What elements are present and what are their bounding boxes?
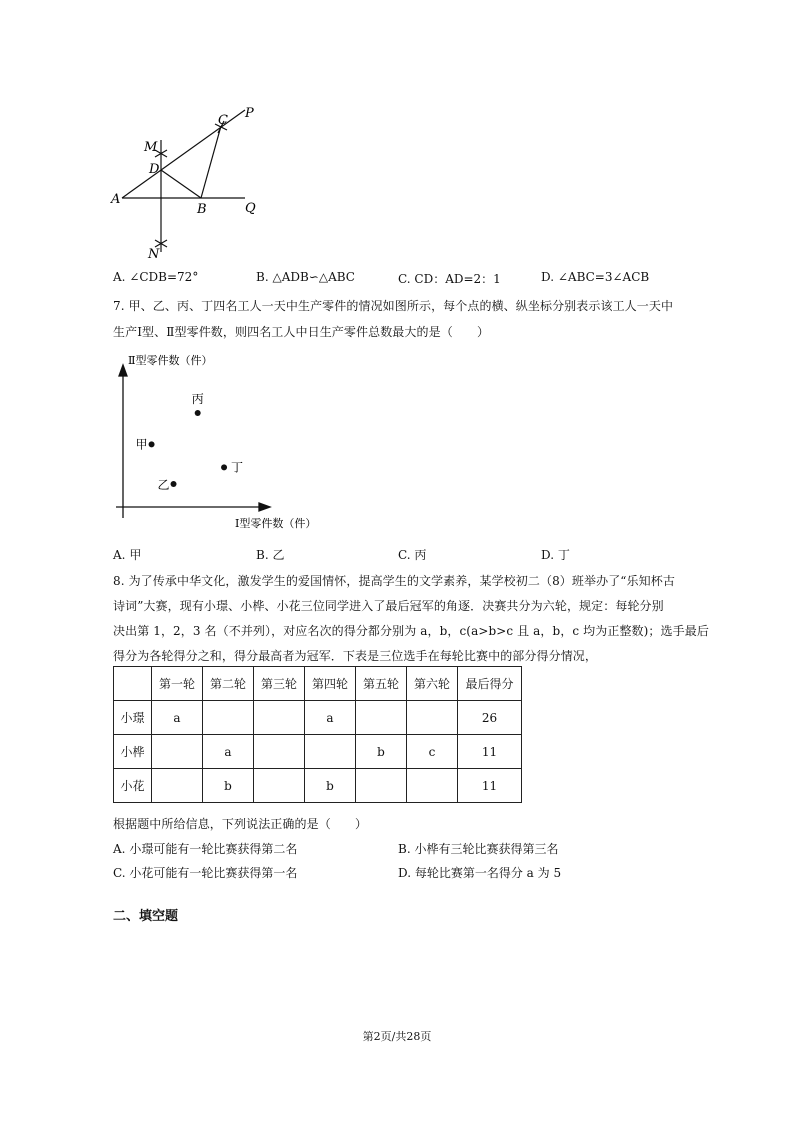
option-text: 每轮比赛第一名得分 a 为 5	[414, 866, 562, 880]
q6-option-b[interactable]	[256, 270, 355, 284]
option-letter: A.	[113, 842, 126, 856]
table-cell: 26	[458, 701, 522, 735]
q6-option-d[interactable]	[541, 270, 649, 284]
q7-option-c[interactable]	[398, 546, 426, 563]
table-header-cell: 第二轮	[203, 667, 254, 701]
table-row	[114, 701, 522, 735]
q6-option-c[interactable]	[398, 270, 501, 287]
table-cell: a	[305, 701, 356, 735]
q7-option-d[interactable]	[541, 546, 570, 563]
option-letter: C.	[398, 272, 411, 286]
option-text: 甲	[129, 548, 142, 562]
table-cell: c	[407, 735, 458, 769]
q8-stem-line-4: 得分为各轮得分之和，得分最高者为冠军．下表是三位选手在每轮比赛中的部分得分情况，	[113, 649, 598, 663]
q8-option-b[interactable]	[398, 840, 558, 857]
geometry-figure	[105, 100, 275, 265]
table-cell	[152, 769, 203, 803]
option-text: 小桦有三轮比赛获得第三名	[414, 842, 559, 856]
q8-option-d[interactable]	[398, 864, 561, 881]
option-text: 乙	[272, 548, 285, 562]
option-letter: D.	[541, 548, 555, 562]
table-header-row	[114, 667, 522, 701]
q8-stem-line-1: 8. 为了传承中华文化，激发学生的爱国情怀，提高学生的文学素养，某学校初二（8）班举办了“乐知杯古	[113, 574, 675, 588]
q7-stem-line-2: 生产Ⅰ型、Ⅱ型零件数，则四名工人中日生产零件总数最大的是（ ）	[113, 325, 490, 339]
table-cell: b	[203, 769, 254, 803]
option-text: 小花可能有一轮比赛获得第一名	[129, 866, 298, 880]
table-cell: b	[356, 735, 407, 769]
scatter-point	[171, 481, 177, 487]
y-axis-arrow	[119, 365, 127, 376]
option-letter: A.	[113, 548, 126, 562]
x-axis-arrow	[259, 503, 270, 511]
option-text: ∠ABC=3∠ACB	[557, 270, 650, 284]
table-cell	[152, 735, 203, 769]
q8-stem-line-3: 决出第 1，2，3 名（不并列），对应名次的得分都分别为 a，b，c(a>b>c 且 a，b，c 均为正整数)；选手最后	[113, 624, 709, 638]
table-cell: 小桦	[114, 735, 152, 769]
scatter-point	[149, 441, 155, 447]
table-header-cell	[114, 667, 152, 701]
scatter-chart	[110, 350, 350, 540]
option-letter: D.	[398, 866, 412, 880]
table-cell	[356, 701, 407, 735]
page-footer: 第2页/共28页	[362, 1030, 432, 1043]
option-text: ∠CDB=72°	[129, 270, 199, 284]
option-letter: B.	[256, 270, 269, 284]
table-cell: 11	[458, 769, 522, 803]
table-cell	[305, 735, 356, 769]
y-axis-label: Ⅱ型零件数（件）	[128, 354, 213, 367]
table-row	[114, 769, 522, 803]
option-letter: D.	[541, 270, 555, 284]
q6-option-a[interactable]	[113, 270, 198, 284]
label-a: A	[111, 192, 121, 207]
label-c: C	[218, 113, 228, 128]
option-text: △ADB∽△ABC	[272, 270, 355, 284]
table-cell: a	[203, 735, 254, 769]
table-cell	[254, 769, 305, 803]
segment-db	[161, 170, 201, 198]
label-n: N	[148, 247, 160, 262]
option-text: 小璟可能有一轮比赛获得第二名	[129, 842, 298, 856]
table-header-cell: 第五轮	[356, 667, 407, 701]
option-text: 丁	[557, 548, 570, 562]
table-cell: a	[152, 701, 203, 735]
section-title: 二、填空题	[113, 909, 179, 924]
q8-option-c[interactable]	[113, 864, 297, 881]
option-letter: C.	[113, 866, 126, 880]
option-letter: B.	[398, 842, 411, 856]
table-header-cell: 最后得分	[458, 667, 522, 701]
q7-option-a[interactable]	[113, 546, 141, 563]
table-cell	[254, 735, 305, 769]
table-row	[114, 735, 522, 769]
label-m: M	[144, 140, 158, 155]
score-table	[113, 666, 522, 803]
label-d: D	[149, 162, 160, 177]
table-cell	[407, 769, 458, 803]
option-letter: B.	[256, 548, 269, 562]
option-letter: A.	[113, 270, 126, 284]
scatter-point	[221, 464, 227, 470]
label-b: B	[197, 202, 207, 217]
point-label: 丙	[191, 392, 204, 407]
x-axis-label: Ⅰ型零件数（件）	[235, 517, 317, 530]
option-text: 丙	[414, 548, 427, 562]
table-header-cell: 第四轮	[305, 667, 356, 701]
option-text: CD：AD=2：1	[414, 272, 501, 286]
table-cell: 11	[458, 735, 522, 769]
table-cell	[356, 769, 407, 803]
table-cell	[203, 701, 254, 735]
point-label: 甲	[135, 437, 148, 452]
q8-question: 根据题中所给信息，下列说法正确的是（ ）	[113, 817, 368, 831]
table-cell	[254, 701, 305, 735]
option-letter: C.	[398, 548, 411, 562]
scatter-point	[195, 410, 201, 416]
point-label: 丁	[231, 460, 244, 475]
label-p: P	[245, 106, 254, 121]
q7-option-b[interactable]	[256, 546, 284, 563]
table-cell: 小花	[114, 769, 152, 803]
point-label: 乙	[157, 478, 170, 493]
label-q: Q	[245, 201, 256, 216]
q8-option-a[interactable]	[113, 840, 297, 857]
table-header-cell: 第三轮	[254, 667, 305, 701]
segment-cb	[201, 126, 221, 198]
table-header-cell: 第一轮	[152, 667, 203, 701]
table-cell: b	[305, 769, 356, 803]
table-cell: 小璟	[114, 701, 152, 735]
table-header-cell: 第六轮	[407, 667, 458, 701]
q7-stem-line-1: 7. 甲、乙、丙、丁四名工人一天中生产零件的情况如图所示，每个点的横、纵坐标分别表示该工人一天中	[113, 299, 674, 313]
table-cell	[407, 701, 458, 735]
q8-stem-line-2: 诗词”大赛，现有小璟、小桦、小花三位同学进入了最后冠军的角逐．决赛共分为六轮，规定：每轮分别	[113, 599, 664, 613]
